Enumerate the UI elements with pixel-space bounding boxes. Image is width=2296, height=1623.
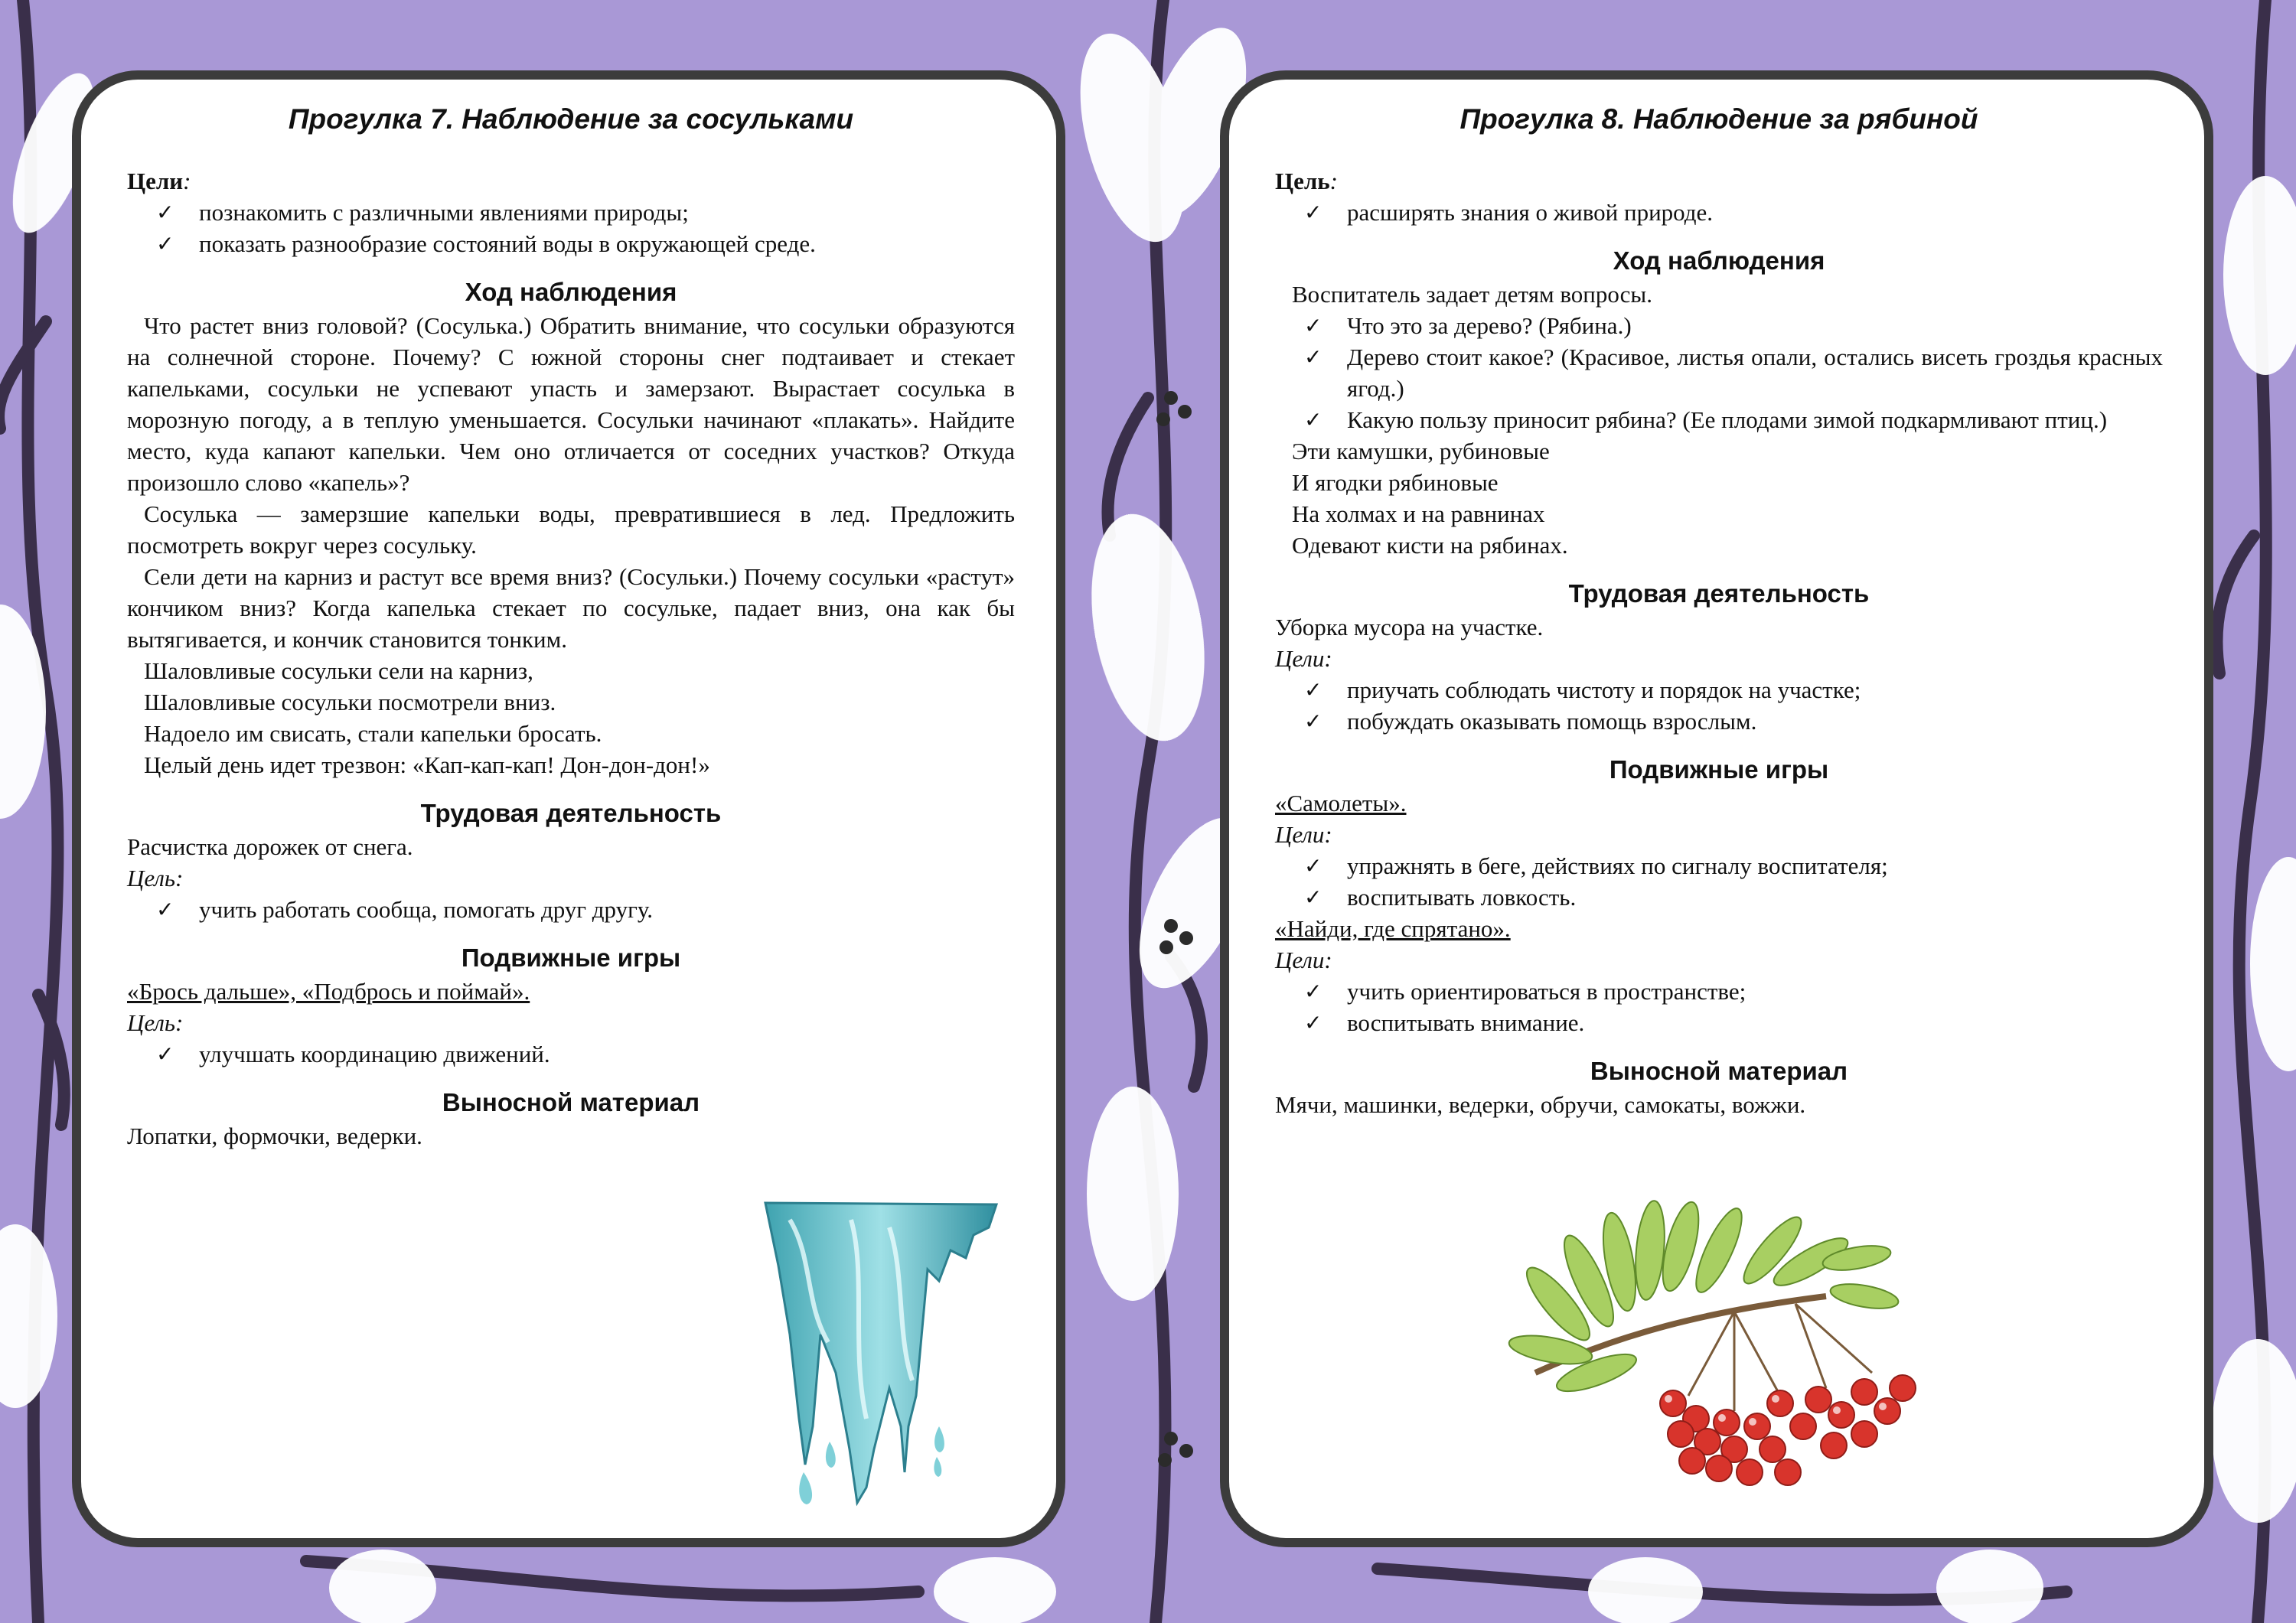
labor-goals-list — [127, 894, 1015, 925]
material-text: Лопатки, формочки, ведерки. — [127, 1123, 422, 1150]
list-item: ✓ улучшать координацию движений. — [156, 1038, 1015, 1070]
rowan-branch-illustration — [1505, 1197, 1964, 1518]
poem-line: Эти камушки, рубиновые — [1292, 438, 1550, 465]
list-item: ✓ расширять знания о живой природе. — [1304, 197, 2163, 228]
icicle-illustration — [759, 1197, 1004, 1511]
poem-line: Целый день идет трезвон: «Кап-кап-кап! Дон-дон-дон!» — [144, 751, 710, 779]
questions-list — [1275, 310, 2163, 435]
game-2-goals-list — [1275, 976, 2163, 1038]
observation-heading: Ход наблюдения — [1613, 246, 1825, 275]
check-icon: ✓ — [1304, 677, 1322, 703]
check-icon: ✓ — [1304, 853, 1322, 879]
game-1-name: «Самолеты». — [1275, 790, 1407, 817]
poem-line: На холмах и на равнинах — [1292, 500, 1545, 528]
list-item: ✓ учить работать сообща, помогать друг другу. — [156, 894, 1015, 925]
poem — [127, 655, 1015, 781]
walk-7-title: Прогулка 7. Наблюдение за сосульками — [288, 103, 854, 135]
game-2-goal-label: Цели: — [1275, 947, 1332, 974]
goals-list — [127, 197, 1015, 259]
game-2-name: «Найди, где спрятано». — [1275, 915, 1511, 943]
labor-heading: Трудовая деятельность — [1568, 579, 1870, 608]
check-icon: ✓ — [1304, 344, 1322, 370]
list-item: ✓ показать разнообразие состояний воды в окружающей среде. — [156, 228, 1015, 259]
paragraph: Что растет вниз головой? (Сосулька.) Обратить внимание, что сосульки образуются на солнечной стороне. Почему? С южной стороны снег подтаивает и стекает капельками, сосульки не успевают упасть и замерзают. Вырастает сосулька в морозную погоду, а в теплую уменьшается. Сосульки начинают «плакать». Найдите место, куда капают капельки. Чем оно отличается от соседних участков? Откуда произошло слово «капель»? — [127, 312, 1015, 497]
check-icon: ✓ — [1304, 1010, 1322, 1036]
list-item: ✓ познакомить с различными явлениями природы; — [156, 197, 1015, 228]
labor-text: Расчистка дорожек от снега. — [127, 833, 413, 861]
poem-line: Надоело им свисать, стали капельки бросать. — [144, 720, 602, 748]
check-icon: ✓ — [1304, 313, 1322, 339]
games-goal-label: Цель: — [127, 1009, 184, 1037]
check-icon: ✓ — [1304, 885, 1322, 911]
check-icon: ✓ — [1304, 979, 1322, 1005]
goals-label: Цели — [127, 168, 184, 195]
games-text: «Брось дальше», «Подбрось и поймай». — [127, 978, 530, 1005]
check-icon: ✓ — [156, 231, 174, 257]
labor-heading: Трудовая деятельность — [420, 799, 722, 828]
goals-label: Цель — [1275, 168, 1330, 195]
poem-line: Шаловливые сосульки сели на карниз, — [144, 657, 533, 685]
check-icon: ✓ — [156, 1041, 174, 1067]
check-icon: ✓ — [156, 200, 174, 226]
games-heading: Подвижные игры — [1609, 755, 1829, 784]
material-heading: Выносной материал — [1590, 1057, 1848, 1086]
observation-heading: Ход наблюдения — [465, 278, 677, 307]
goals-label-row: Цели: — [127, 168, 191, 195]
material-heading: Выносной материал — [442, 1088, 700, 1117]
material-text: Мячи, машинки, ведерки, обручи, самокаты, вожжи. — [1275, 1091, 1806, 1119]
paragraph: Сели дети на карниз и растут все время вниз? (Сосульки.) Почему сосульки «растут» кончиком вниз? Когда капелька стекает по сосульке, падает вниз, она как бы вытягивается, и кончик становится тонким. — [127, 563, 1015, 653]
check-icon: ✓ — [1304, 407, 1322, 433]
labor-goal-label: Цель: — [127, 865, 184, 892]
labor-goal-label: Цели: — [1275, 645, 1332, 673]
paragraph: Сосулька — замерзшие капельки воды, превратившиеся в лед. Предложить посмотреть вокруг через сосульку. — [127, 500, 1015, 559]
goals-label-row: Цель: — [1275, 168, 1338, 195]
list-item: ✓ приучать соблюдать чистоту и порядок на участке; — [1304, 674, 2163, 706]
poem — [1275, 435, 2163, 561]
poem-line: Шаловливые сосульки посмотрели вниз. — [144, 689, 556, 716]
game-1-goal-label: Цели: — [1275, 821, 1332, 849]
walk-7-card — [72, 70, 1065, 1547]
games-goals-list — [127, 1038, 1015, 1070]
intro-text: Воспитатель задает детям вопросы. — [1292, 281, 1652, 308]
labor-goals-list — [1275, 674, 2163, 737]
walk-8-card — [1220, 70, 2213, 1547]
game-1-goals-list — [1275, 850, 2163, 913]
check-icon: ✓ — [1304, 200, 1322, 226]
list-item: ✓ Какую пользу приносит рябина? (Ее плодами зимой подкармливают птиц.) — [1304, 404, 2163, 435]
check-icon: ✓ — [1304, 709, 1322, 735]
games-heading: Подвижные игры — [461, 943, 681, 973]
list-item: ✓ упражнять в беге, действиях по сигналу воспитателя; — [1304, 850, 2163, 882]
labor-text: Уборка мусора на участке. — [1275, 614, 1544, 641]
walk-8-title: Прогулка 8. Наблюдение за рябиной — [1459, 103, 1978, 135]
poem-line: Одевают кисти на рябинах. — [1292, 532, 1568, 559]
list-item: ✓ побуждать оказывать помощь взрослым. — [1304, 706, 2163, 737]
list-item: ✓ Дерево стоит какое? (Красивое, листья опали, остались висеть гроздья красных ягод.) — [1304, 341, 2163, 404]
list-item: ✓ воспитывать ловкость. — [1304, 882, 2163, 913]
list-item: ✓ учить ориентироваться в пространстве; — [1304, 976, 2163, 1007]
list-item: ✓ Что это за дерево? (Рябина.) — [1304, 310, 2163, 341]
poem-line: И ягодки рябиновые — [1292, 469, 1499, 497]
goals-list — [1275, 197, 2163, 228]
list-item: ✓ воспитывать внимание. — [1304, 1007, 2163, 1038]
check-icon: ✓ — [156, 897, 174, 923]
